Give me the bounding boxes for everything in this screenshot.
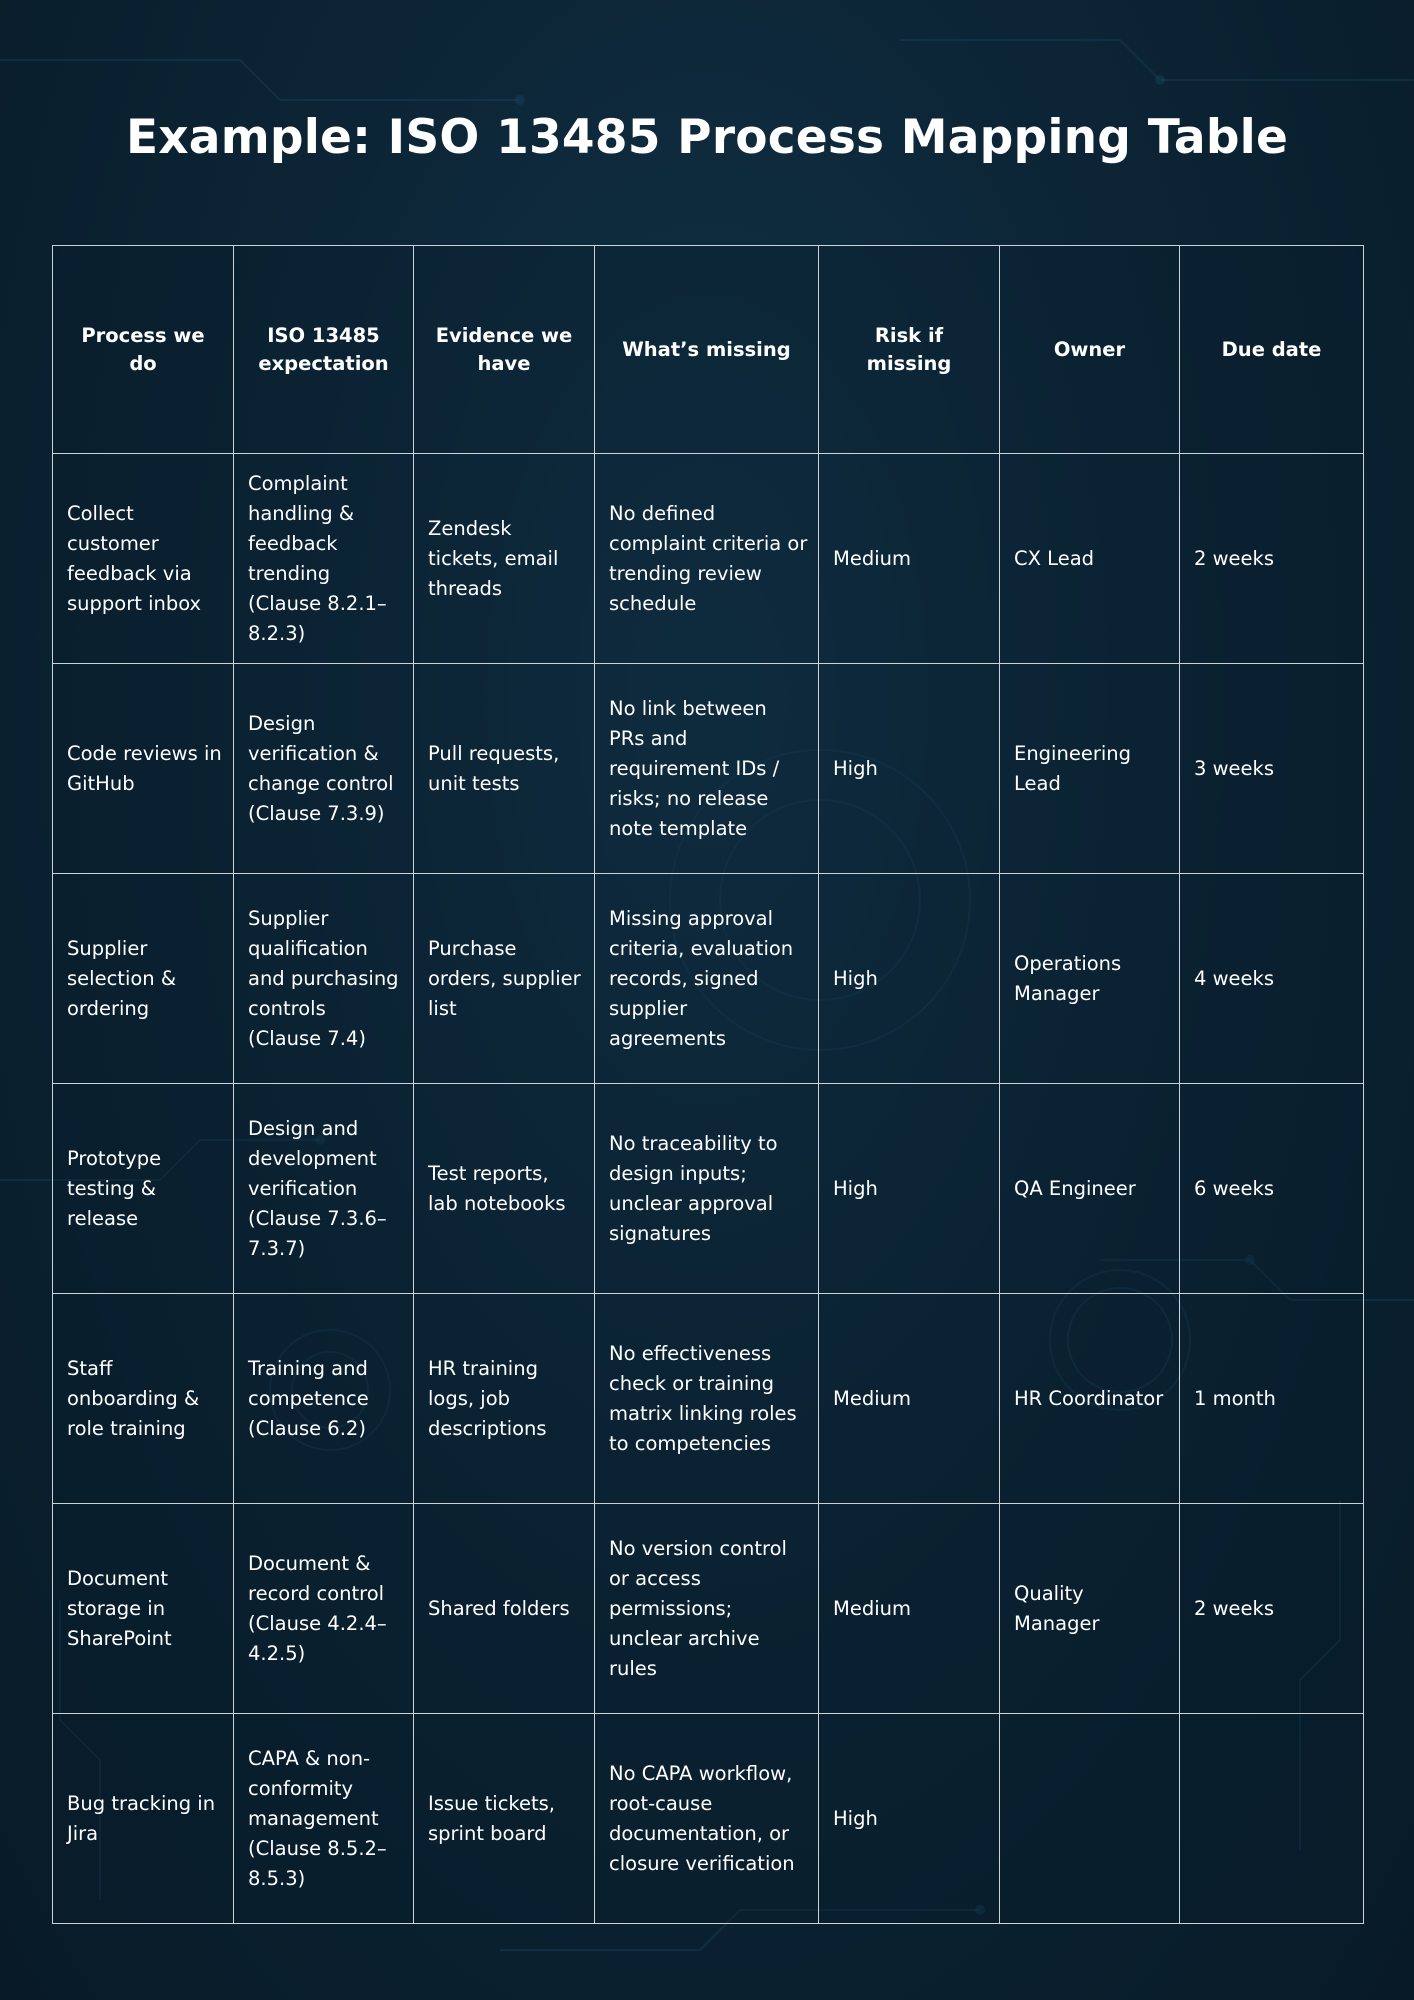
cell-evidence: HR training logs, job descriptions [414,1294,595,1504]
cell-risk: High [819,1714,1000,1924]
cell-owner: Quality Manager [1000,1504,1180,1714]
cell-process: Code reviews in GitHub [53,664,234,874]
cell-expectation: Document & record control (Clause 4.2.4–4.2.5) [234,1504,414,1714]
cell-process: Staff onboarding & role training [53,1294,234,1504]
column-header-risk: Risk if missing [819,246,1000,454]
cell-missing: No traceability to design inputs; unclear approval signatures [595,1084,819,1294]
table-row [53,1084,1364,1294]
cell-process: Bug tracking in Jira [53,1714,234,1924]
page-title: Example: ISO 13485 Process Mapping Table [125,110,1289,165]
cell-evidence: Test reports, lab notebooks [414,1084,595,1294]
cell-owner [1000,1714,1180,1924]
table-row [53,1294,1364,1504]
cell-evidence: Pull requests, unit tests [414,664,595,874]
table-header-row [53,246,1364,454]
cell-risk: High [819,874,1000,1084]
cell-missing: No defined complaint criteria or trending review schedule [595,454,819,664]
process-mapping-table [52,245,1364,1924]
cell-owner: Engineering Lead [1000,664,1180,874]
cell-expectation: Design and development verification (Clause 7.3.6–7.3.7) [234,1084,414,1294]
cell-owner: HR Coordinator [1000,1294,1180,1504]
column-header-process: Process we do [53,246,234,454]
cell-process: Prototype testing & release [53,1084,234,1294]
cell-process: Document storage in SharePoint [53,1504,234,1714]
column-header-evidence: Evidence we have [414,246,595,454]
column-header-missing: What’s missing [595,246,819,454]
cell-risk: High [819,664,1000,874]
cell-missing: No effectiveness check or training matrix linking roles to competencies [595,1294,819,1504]
cell-owner: Operations Manager [1000,874,1180,1084]
cell-due-date: 2 weeks [1180,1504,1364,1714]
cell-evidence: Shared folders [414,1504,595,1714]
cell-risk: Medium [819,454,1000,664]
cell-due-date: 3 weeks [1180,664,1364,874]
cell-expectation: Supplier qualification and purchasing controls (Clause 7.4) [234,874,414,1084]
cell-process: Collect customer feedback via support inbox [53,454,234,664]
cell-due-date [1180,1714,1364,1924]
cell-expectation: CAPA & non-conformity management (Clause 8.5.2–8.5.3) [234,1714,414,1924]
cell-risk: Medium [819,1294,1000,1504]
cell-owner: QA Engineer [1000,1084,1180,1294]
cell-missing: Missing approval criteria, evaluation records, signed supplier agreements [595,874,819,1084]
cell-risk: Medium [819,1504,1000,1714]
cell-due-date: 4 weeks [1180,874,1364,1084]
column-header-due-date: Due date [1180,246,1364,454]
cell-due-date: 6 weeks [1180,1084,1364,1294]
cell-expectation: Training and competence (Clause 6.2) [234,1294,414,1504]
cell-expectation: Design verification & change control (Clause 7.3.9) [234,664,414,874]
table-row [53,1504,1364,1714]
cell-evidence: Zendesk tickets, email threads [414,454,595,664]
cell-missing: No link between PRs and requirement IDs / risks; no release note template [595,664,819,874]
table-row [53,874,1364,1084]
cell-process: Supplier selection & ordering [53,874,234,1084]
table-row [53,664,1364,874]
cell-due-date: 1 month [1180,1294,1364,1504]
table-row [53,454,1364,664]
table-row [53,1714,1364,1924]
cell-risk: High [819,1084,1000,1294]
cell-owner: CX Lead [1000,454,1180,664]
cell-missing: No version control or access permissions; unclear archive rules [595,1504,819,1714]
cell-expectation: Complaint handling & feedback trending (Clause 8.2.1–8.2.3) [234,454,414,664]
cell-missing: No CAPA workflow, root-cause documentation, or closure verification [595,1714,819,1924]
cell-evidence: Issue tickets, sprint board [414,1714,595,1924]
cell-due-date: 2 weeks [1180,454,1364,664]
cell-evidence: Purchase orders, supplier list [414,874,595,1084]
column-header-expectation: ISO 13485 expectation [234,246,414,454]
column-header-owner: Owner [1000,246,1180,454]
